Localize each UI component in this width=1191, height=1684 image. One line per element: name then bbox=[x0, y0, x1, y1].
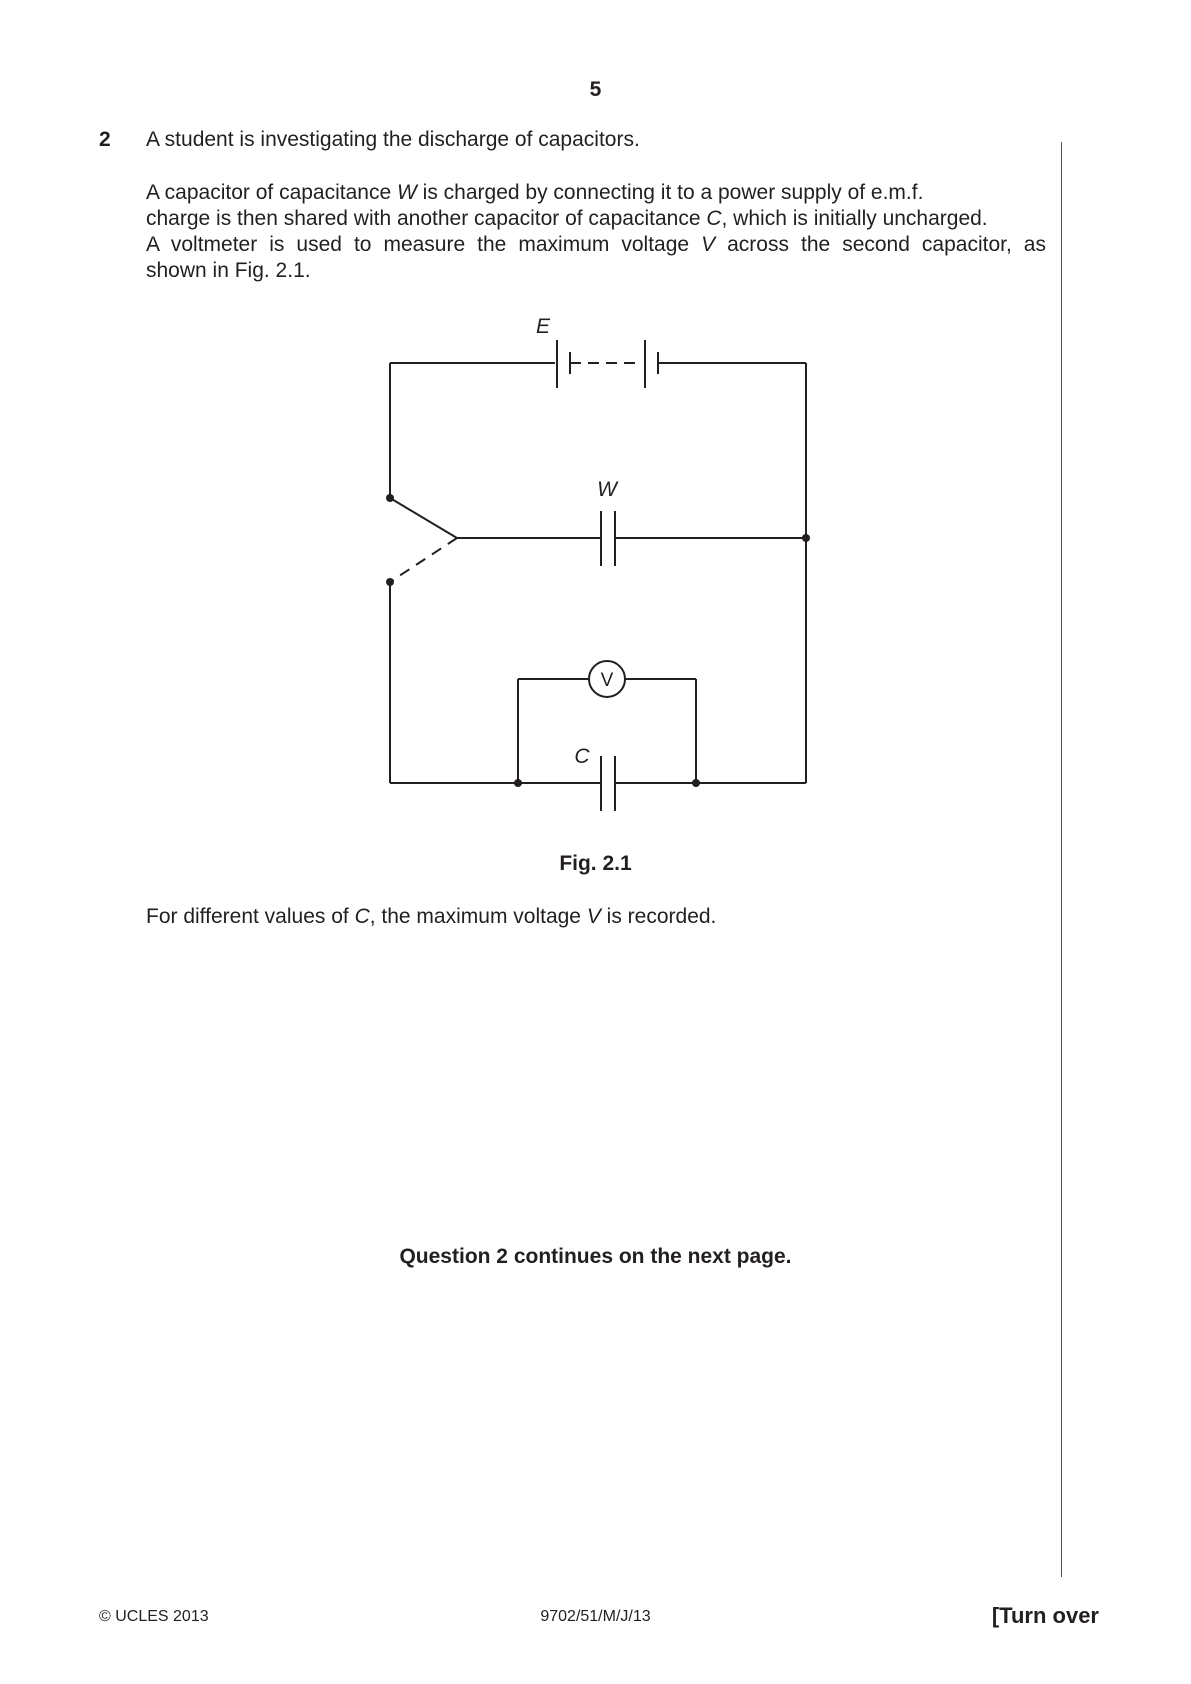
question-intro: A student is investigating the discharge of capacitors. bbox=[146, 128, 640, 151]
paragraph-line-1: A capacitor of capacitance W is charged by connecting it to a power supply of e.m.f. bbox=[146, 181, 924, 204]
footer-copyright: © UCLES 2013 bbox=[99, 1608, 209, 1625]
switch-alt-position bbox=[390, 538, 457, 582]
label-e: E bbox=[535, 315, 551, 338]
figure-caption: Fig. 2.1 bbox=[559, 852, 632, 875]
after-figure-text: For different values of C, the maximum voltage V is recorded. bbox=[146, 905, 717, 928]
paragraph-line-3: A voltmeter is used to measure the maximum voltage V across the second capacitor, as bbox=[146, 233, 1046, 256]
junction-bottom-left bbox=[514, 779, 522, 787]
switch-contact-lower bbox=[386, 578, 394, 586]
switch-blade bbox=[390, 498, 457, 538]
question-paragraph bbox=[146, 180, 1046, 284]
footer-turn-over: [Turn over bbox=[991, 1603, 1099, 1628]
footer-paper-code: 9702/51/M/J/13 bbox=[540, 1608, 651, 1625]
junction-right bbox=[802, 534, 810, 542]
junction-bottom-right bbox=[692, 779, 700, 787]
continues-note: Question 2 continues on the next page. bbox=[399, 1245, 792, 1268]
switch-contact-upper bbox=[386, 494, 394, 502]
label-w: W bbox=[597, 478, 617, 501]
paragraph-line-4: shown in Fig. 2.1. bbox=[146, 259, 311, 282]
circuit-diagram bbox=[370, 310, 830, 830]
question-number: 2 bbox=[99, 128, 111, 151]
voltmeter-label: V bbox=[600, 670, 614, 691]
paragraph-line-2: charge is then shared with another capacitor of capacitance C, which is initially uncharged. bbox=[146, 207, 988, 230]
page-number: 5 bbox=[589, 78, 602, 101]
label-c: C bbox=[574, 745, 590, 768]
